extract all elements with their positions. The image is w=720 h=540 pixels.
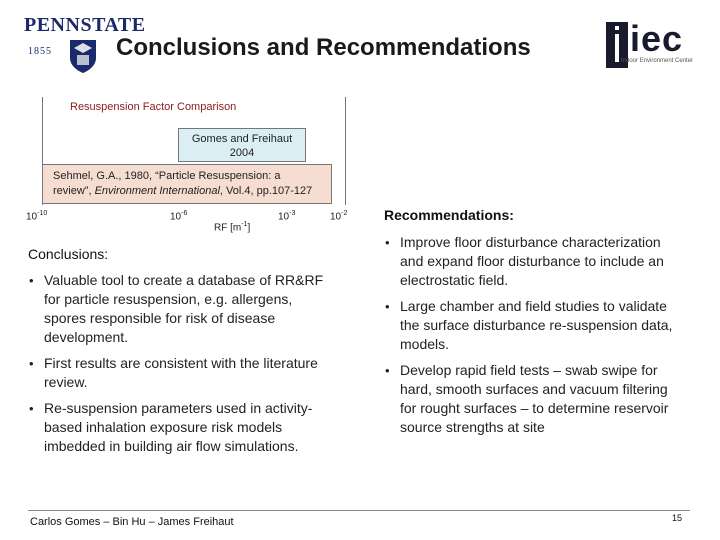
recommendation-text: Develop rapid field tests – swab swipe for hard, smooth surfaces and vacuum filtering for rought surfaces – to determine reservoir source strengths at site xyxy=(400,362,669,435)
axis-tick-base: 10 xyxy=(278,211,290,223)
axis-tick-base: 10 xyxy=(330,211,342,223)
axis-tick-exp: -3 xyxy=(289,210,296,217)
axis-label-exp: -1 xyxy=(241,221,248,228)
bullet-icon: • xyxy=(29,273,34,288)
axis-tick xyxy=(170,210,187,222)
recommendation-text: Large chamber and field studies to validate the surface disturbance re-suspension data, models. xyxy=(400,298,673,352)
axis-tick-base: 10 xyxy=(26,211,38,223)
pennstate-logo-text: PENNSTATE xyxy=(24,14,146,36)
list-item xyxy=(28,399,328,456)
list-item xyxy=(28,354,328,392)
sehmel-journal: Environment International xyxy=(94,185,220,197)
sehmel-citation-part: review”, xyxy=(53,185,95,197)
axis-tick-exp: -6 xyxy=(181,210,188,217)
bullet-icon: • xyxy=(29,356,34,371)
axis-tick-base: 10 xyxy=(170,211,182,223)
axis-tick xyxy=(26,210,47,222)
bullet-icon: • xyxy=(29,401,34,416)
conclusions-title: Conclusions: xyxy=(28,246,109,262)
bullet-icon: • xyxy=(385,363,390,378)
axis-tick-exp: -10 xyxy=(37,210,48,217)
sehmel-box xyxy=(42,164,332,204)
axis-label xyxy=(214,221,250,233)
gomes-box-year: 2004 xyxy=(229,147,255,159)
conclusion-text: Valuable tool to create a database of RR&RF for particle resuspension, e.g. allergens, spores responsible for risk of disease development. xyxy=(44,272,324,345)
gomes-box-line: Gomes and Freihaut xyxy=(191,133,293,145)
axis-tick xyxy=(330,210,347,222)
axis-label-end: ] xyxy=(247,222,251,234)
axis-tick-exp: -2 xyxy=(341,210,348,217)
recommendations-list xyxy=(384,233,684,444)
axis-label-base: RF [m xyxy=(214,222,242,234)
conclusion-text: First results are consistent with the literature review. xyxy=(44,355,318,390)
sehmel-box-line1: Sehmel, G.A., 1980, “Particle Resuspension: a xyxy=(53,170,281,182)
conclusions-list xyxy=(28,271,328,463)
sehmel-box-line2 xyxy=(53,184,331,199)
gomes-freihaut-box xyxy=(178,128,306,162)
sehmel-citation-part: , Vol.4, pp.107-127 xyxy=(219,185,313,197)
pennstate-shield-icon xyxy=(68,38,98,74)
pennstate-year: 1855 xyxy=(28,46,52,57)
list-item xyxy=(28,271,328,347)
recommendations-title: Recommendations: xyxy=(384,207,514,223)
page-title: Conclusions and Recommendations xyxy=(116,34,531,61)
footer-divider xyxy=(28,510,690,511)
diagram-label: Resuspension Factor Comparison xyxy=(70,101,237,113)
page-number: 15 xyxy=(672,513,683,523)
list-item xyxy=(384,233,684,290)
iec-tagline: Indoor Environment Center xyxy=(621,58,694,64)
axis-tick xyxy=(278,210,295,222)
recommendation-text: Improve floor disturbance characterization and expand floor disturbance to include an electrostatic field. xyxy=(400,234,664,288)
list-item xyxy=(384,297,684,354)
list-item xyxy=(384,361,684,437)
bullet-icon: • xyxy=(385,235,390,250)
bullet-icon: • xyxy=(385,299,390,314)
conclusion-text: Re-suspension parameters used in activity-based inhalation exposure risk models imbedded in building air flow simulations. xyxy=(44,400,313,454)
iec-logo-text: iec xyxy=(630,18,684,59)
footer-authors: Carlos Gomes – Bin Hu – James Freihaut xyxy=(30,516,234,528)
